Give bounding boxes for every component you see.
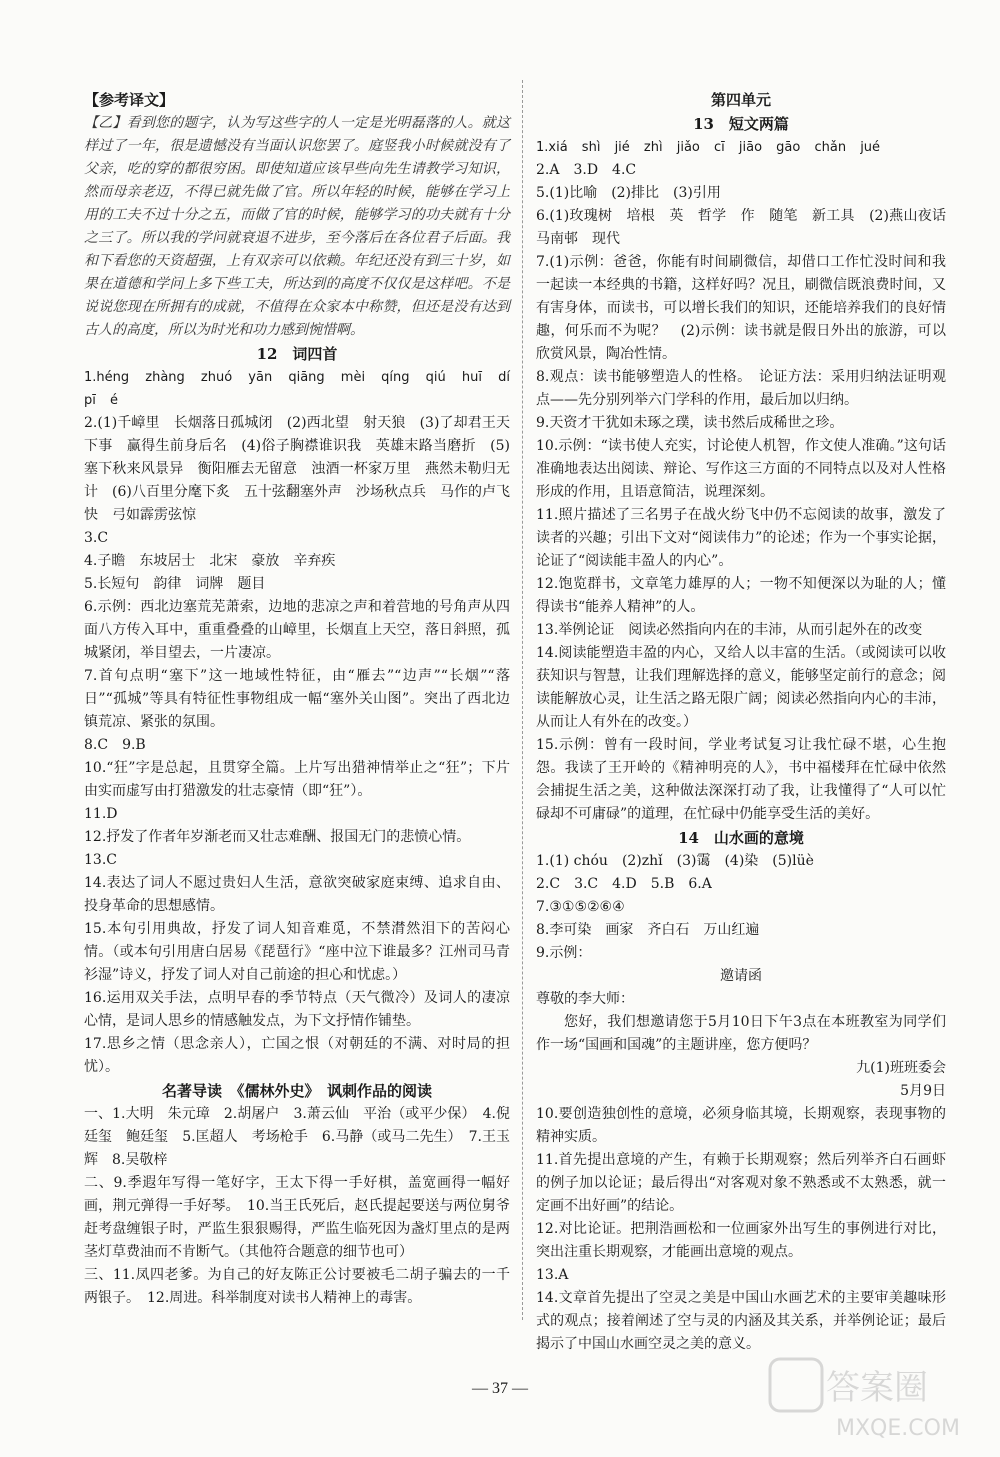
right-column: [536, 88, 960, 1356]
answer-line: 12 词四首: [256, 345, 338, 363]
answer-line: 10.“狂”字是总起，且贯穿全篇。上片写出猎神情举止之“狂”；下片由实而虚写由打猎激发的壮志豪情（即“狂”）。: [84, 760, 510, 799]
answer-line: 尊敬的李大师：: [536, 991, 634, 1007]
answer-line: 10.示例：“读书使人充实，讨论使人机智，作文使人准确。”这句话准确地表达出阅读、辩论、写作这三方面的不同特点以及对人性格形成的作用，且语意简洁，说理深刻。: [536, 438, 946, 500]
answer-line: 17.思乡之情（思念亲人），亡国之恨（对朝廷的不满、对时局的担忧）。: [84, 1036, 510, 1075]
watermark-logo: [766, 1355, 986, 1445]
watermark-cn: 答案圈: [826, 1368, 928, 1408]
answer-line: 11.首先提出意境的产生，有赖于长期观察；然后列举齐白石画虾的例子加以论证；最后得出“对客观对象不熟悉或不太熟悉，就一定画不出好画”的结论。: [536, 1152, 946, 1214]
left-column: [84, 88, 510, 1310]
answer-line: 5.(1)比喻 (2)排比 (3)引用: [536, 185, 721, 201]
answer-line: 16.运用双关手法，点明早春的季节特点（天气微冷）及词人的凄凉心情，是词人思乡的情感触发点，为下文抒情作铺垫。: [84, 990, 510, 1029]
answer-line: 5.长短句 韵律 词牌 题目: [84, 576, 266, 592]
answer-line: 3.C: [84, 530, 109, 546]
answer-line: 14 山水画的意境: [678, 829, 804, 847]
answer-line: 您好，我们想邀请您于5月10日下午3点在本班教室为同学们作一场“国画和国魂”的主题讲座，您方便吗？: [536, 1014, 946, 1053]
answer-line: 14.文章首先提出了空灵之美是中国山水画艺术的主要审美趣味形式的观点；接着阐述了空与灵的内涵及其关系，并举例论证；最后揭示了中国山水画空灵之美的意义。: [536, 1290, 946, 1352]
answer-line: 4.子瞻 东坡居士 北宋 豪放 辛弃疾: [84, 553, 336, 569]
answer-line: 2.(1)千嶂里 长烟落日孤城闭 (2)西北望 射天狼 (3)了却君王天下事 赢得生前身后名 (4)俗子胸襟谁识我 英雄末路当磨折 (5)塞下秋来风景异 衡阳雁去无留意 浊酒一杯家万里 燕然未勒归无计 (6)八百里分麾下炙 五十弦翻塞外声 沙场秋点兵 马作的卢飞快 弓如霹雳弦惊: [84, 415, 510, 523]
answer-line: 13.C: [84, 852, 117, 868]
answer-line: 9.天资才干犹如未琢之璞，读书然后成稀世之珍。: [536, 415, 844, 431]
answer-line: 1.héng zhàng zhuó yān qiāng mèi qíng qiú huī dí pī é: [84, 370, 510, 408]
watermark-en: MXQE.COM: [836, 1416, 960, 1441]
answer-line: 11.照片描述了三名男子在战火纷飞中仍不忘阅读的故事，激发了读者的兴趣；引出下文对“阅读伟力”的论述；作为一个事实论据，论证了“阅读能丰盈人的内心”。: [536, 507, 946, 569]
answer-line: 7.首句点明“塞下”这一地域性特征，由“雁去”“边声”“长烟”“落日”“孤城”等具有特征性事物组成一幅“塞外关山图”。突出了西北边镇荒凉、紧张的氛围。: [84, 668, 510, 730]
answer-line: 二、9.季遐年写得一笔好字，王太下得一手好棋，盖宽画得一幅好画，荆元弹得一手好琴。 10.当王氏死后，赵氏提起要送与两位舅爷赶考盘缠银子时，严监生狠狠赐得，严监生临死因为盏灯里点的是两茎灯草费油而不肯断气。（其他符合题意的细节也可）: [84, 1175, 510, 1260]
answer-line: 一、1.大明 朱元璋 2.胡屠户 3.萧云仙 平治（或平少保） 4.倪廷玺 鲍廷玺 5.匡超人 考场枪手 6.马静（或马二先生） 7.王玉辉 8.吴敬梓: [84, 1106, 510, 1168]
answer-line: 名著导读 《儒林外史》 讽刺作品的阅读: [161, 1082, 432, 1100]
answer-line: 【参考译文】: [84, 91, 175, 109]
answer-line: 第四单元: [710, 91, 771, 109]
answer-line: 6.示例：西北边塞荒芜萧索，边地的悲凉之声和着营地的号角声从四面八方传入耳中，重重叠叠的山嶂里，长烟直上天空，落日斜照，孤城紧闭，举目望去，一片凄凉。: [84, 599, 510, 661]
answer-line: 6.(1)玫瑰树 培根 英 哲学 作 随笔 新工具 (2)燕山夜话 马南邨 现代: [536, 208, 960, 247]
column-divider: [522, 80, 523, 1320]
answer-line: 12.饱览群书，文章笔力雄厚的人；一物不知便深以为耻的人；懂得读书“能养人精神”的人。: [536, 576, 946, 615]
answer-line: 14.阅读能塑造丰盈的内心，又给人以丰富的生活。（或阅读可以收获知识与智慧，让我们理解选择的意义，能够坚定前行的意念；阅读能解放心灵，让生活之路无限广阔；阅读必然指向内心的丰沛，从而让人有外在的改变。）: [536, 645, 946, 730]
answer-line: 8.李可染 画家 齐白石 万山红遍: [536, 922, 760, 938]
answer-line: 11.D: [84, 806, 118, 822]
answer-line: 15.本句引用典故，抒发了词人知音难觅，不禁潸然泪下的苦闷心情。（或本句引用唐白居易《琵琶行》“座中泣下谁最多？江州司马青衫湿”诗义，抒发了词人对自己前途的担心和忧虑。）: [84, 921, 510, 983]
answer-line: 邀请函: [720, 968, 762, 984]
answer-line: 2.A 3.D 4.C: [536, 162, 637, 178]
answer-line: 9.示例：: [536, 945, 592, 961]
answer-line: 15.示例：曾有一段时间，学业考试复习让我忙碌不堪，心生抱怨。我读了王开岭的《精神明亮的人》，书中福楼拜在忙碌中依然会捕捉生活之美，这种做法深深打动了我，让我懂得了“人可以忙碌却不可庸碌”的道理，在忙碌中仍能享受生活的美好。: [536, 737, 946, 822]
answer-line: 13.A: [536, 1267, 569, 1283]
answer-line: 九(1)班班委会: [856, 1060, 946, 1076]
answer-line: 14.表达了词人不愿过贵妇人生活，意欲突破家庭束缚、追求自由、投身革命的思想感情。: [84, 875, 510, 914]
answer-line: 12.抒发了作者年岁渐老而又壮志难酬、报国无门的悲愤心情。: [84, 829, 471, 845]
answer-line: 13.举例论证 阅读必然指向内在的丰沛，从而引起外在的改变: [536, 622, 923, 638]
answer-line: 12.对比论证。把荆浩画松和一位画家外出写生的事例进行对比，突出注重长期观察，才能画出意境的观点。: [536, 1221, 946, 1260]
answer-line: 8.观点：读书能够塑造人的性格。 论证方法：采用归纳法证明观点——先分别列举六门学科的作用，最后加以归纳。: [536, 369, 946, 408]
answer-line: 【乙】看到您的题字，认为写这些字的人一定是光明磊落的人。就这样过了一年，很是遗憾没有当面认识您罢了。庭竖我小时候就没有了父亲，吃的穿的都很穷困。即使知道应该早些向先生请教学习知识，然而母亲老迈，不得已就先做了官。所以年轻的时候，能够在学习上用的工夫不过十分之五，而做了官的时候，能够学习的功夫就有十分之三了。所以我的学问就衰退不进步，至今落后在各位君子后面。我和下看您的天资超强，上有双亲可以依赖。年纪还没有到三十岁，如果在道德和学问上多下些工夫，所达到的高度不仅仅是这样吧。不是说说您现在所拥有的成就，不值得在众家本中称赞，但还是没有达到古人的高度，所以为时光和功力感到惋惜啊。: [84, 115, 510, 338]
page-number: — 37 —: [472, 1380, 528, 1397]
answer-line: 8.C 9.B: [84, 737, 146, 753]
answer-line: 三、11.凤四老爹。为自己的好友陈正公讨要被毛二胡子骗去的一千两银子。 12.周进。科举制度对读书人精神上的毒害。: [84, 1267, 510, 1306]
answer-line: 7.③①⑤②⑥④: [536, 899, 625, 915]
answer-line: 13 短文两篇: [693, 115, 789, 133]
answer-line: 1.(1) chóu (2)zhǐ (3)霭 (4)染 (5)lüè: [536, 853, 814, 869]
answer-line: 10.要创造独创性的意境，必须身临其境，长期观察，表现事物的精神实质。: [536, 1106, 946, 1145]
answer-line: 7.(1)示例：爸爸，你能有时间刷微信，却借口工作忙没时间和我一起读一本经典的书籍，这样好吗？况且，刷微信既浪费时间，又有害身体，而读书，可以增长我们的知识，还能培养我们的良好情趣，何乐而不为呢？ (2)示例：读书就是假日外出的旅游，可以欣赏风景，陶冶性情。: [536, 254, 946, 362]
answer-line: 2.C 3.C 4.D 5.B 6.A: [536, 876, 712, 892]
answer-line: 5月9日: [900, 1083, 946, 1099]
answer-line: 1.xiá shì jié zhì jiǎo cī jiāo gāo chǎn jué: [536, 140, 881, 155]
